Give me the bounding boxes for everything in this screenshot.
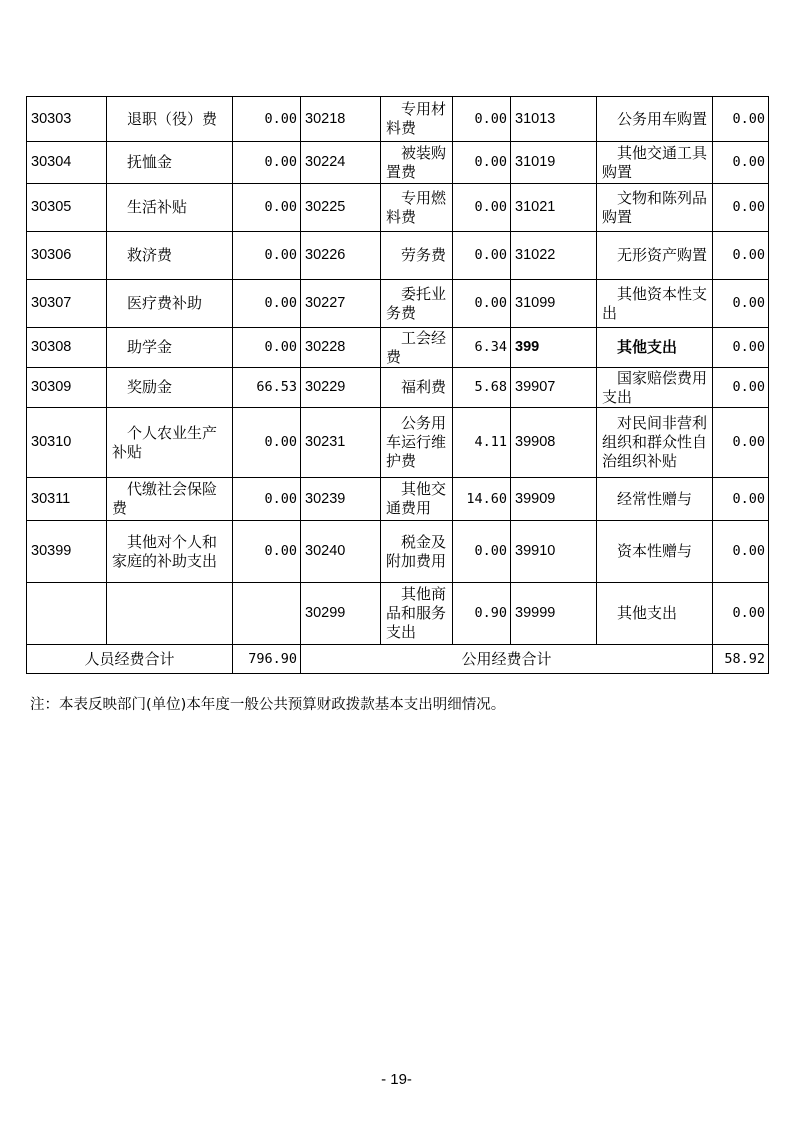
item-code-cell: 31022 [511, 232, 597, 280]
item-name: 救济费 [127, 246, 173, 264]
item-name-cell [381, 97, 453, 142]
item-name: 其他支出 [617, 338, 678, 356]
amount-cell: 0.00 [233, 232, 301, 280]
table-row [27, 583, 769, 645]
amount-cell [233, 583, 301, 645]
item-name-cell [107, 142, 233, 184]
item-name-cell [597, 232, 713, 280]
amount-cell: 5.68 [453, 368, 511, 408]
amount-cell: 0.00 [713, 328, 769, 368]
item-name: 其他商品和服务支出 [386, 585, 447, 641]
item-name-cell [597, 521, 713, 583]
item-code-cell: 30309 [27, 368, 107, 408]
item-name: 个人农业生产补贴 [112, 423, 218, 461]
personnel-total-value: 796.90 [233, 645, 301, 674]
item-name: 公务用车购置 [617, 109, 708, 128]
amount-cell: 0.00 [453, 521, 511, 583]
item-name-cell [597, 184, 713, 232]
item-name-cell [597, 142, 713, 184]
item-name-cell [597, 280, 713, 328]
personnel-total-label: 人员经费合计 [27, 645, 233, 674]
item-name-cell [107, 478, 233, 521]
item-name-cell [381, 184, 453, 232]
amount-cell: 0.00 [233, 280, 301, 328]
item-code-cell: 39999 [511, 583, 597, 645]
item-code-cell: 30218 [301, 97, 381, 142]
amount-cell: 0.00 [453, 232, 511, 280]
expenditure-detail-table [26, 96, 769, 674]
item-name: 生活补贴 [127, 198, 188, 216]
amount-cell: 0.00 [713, 408, 769, 478]
item-name: 其他交通费用 [386, 480, 447, 517]
amount-cell: 0.00 [453, 184, 511, 232]
amount-cell: 0.00 [713, 521, 769, 583]
item-code-cell: 30227 [301, 280, 381, 328]
amount-cell: 0.00 [713, 184, 769, 232]
amount-cell: 0.00 [233, 328, 301, 368]
table-row [27, 368, 769, 408]
item-name: 奖励金 [127, 378, 173, 396]
amount-cell: 0.00 [233, 408, 301, 478]
table-row [27, 408, 769, 478]
item-code-cell: 30310 [27, 408, 107, 478]
public-total-value: 58.92 [713, 645, 769, 674]
item-name: 抚恤金 [127, 153, 173, 171]
item-name: 其他支出 [617, 604, 678, 622]
item-name-cell [381, 583, 453, 645]
item-code-cell: 30311 [27, 478, 107, 521]
amount-cell: 66.53 [233, 368, 301, 408]
amount-cell: 0.00 [453, 97, 511, 142]
item-name-cell [107, 328, 233, 368]
amount-cell: 0.90 [453, 583, 511, 645]
item-code-cell: 31013 [511, 97, 597, 142]
table-row [27, 142, 769, 184]
item-code-cell: 30240 [301, 521, 381, 583]
item-name: 委托业务费 [386, 284, 447, 322]
item-code-cell: 31021 [511, 184, 597, 232]
item-name-cell [107, 232, 233, 280]
table-row [27, 328, 769, 368]
amount-cell: 0.00 [713, 142, 769, 184]
item-name-cell [381, 521, 453, 583]
item-code-cell: 30224 [301, 142, 381, 184]
amount-cell: 0.00 [233, 184, 301, 232]
amount-cell: 0.00 [453, 280, 511, 328]
item-code-cell: 30228 [301, 328, 381, 368]
item-name: 专用材料费 [386, 100, 447, 137]
item-name-cell [107, 583, 233, 645]
item-name-cell [597, 328, 713, 368]
item-code-cell: 30307 [27, 280, 107, 328]
amount-cell: 0.00 [713, 280, 769, 328]
item-name-cell [381, 142, 453, 184]
item-name-cell [107, 408, 233, 478]
public-total-label: 公用经费合计 [301, 645, 713, 674]
item-name-cell [381, 368, 453, 408]
table-row [27, 521, 769, 583]
item-code-cell: 30308 [27, 328, 107, 368]
item-name-cell [597, 478, 713, 521]
table-row [27, 478, 769, 521]
item-code-cell: 30231 [301, 408, 381, 478]
amount-cell: 0.00 [233, 478, 301, 521]
item-name: 对民间非营利组织和群众性自治组织补贴 [602, 414, 708, 470]
item-code-cell: 39907 [511, 368, 597, 408]
item-name: 退职（役）费 [127, 109, 218, 128]
item-name-cell [107, 521, 233, 583]
amount-cell: 0.00 [453, 142, 511, 184]
item-name: 工会经费 [386, 328, 447, 366]
item-code-cell: 30304 [27, 142, 107, 184]
item-name: 医疗费补助 [127, 294, 203, 312]
item-code-cell: 30306 [27, 232, 107, 280]
item-code-cell: 30305 [27, 184, 107, 232]
item-code-cell: 39908 [511, 408, 597, 478]
item-name-cell [597, 583, 713, 645]
amount-cell: 0.00 [233, 97, 301, 142]
item-code-cell [27, 583, 107, 645]
item-code-cell: 31019 [511, 142, 597, 184]
item-name-cell [107, 280, 233, 328]
item-code-cell: 30239 [301, 478, 381, 521]
table-row [27, 184, 769, 232]
amount-cell: 0.00 [713, 368, 769, 408]
amount-cell: 0.00 [713, 583, 769, 645]
item-name: 其他对个人和家庭的补助支出 [112, 532, 218, 570]
amount-cell: 4.11 [453, 408, 511, 478]
item-name-cell [597, 97, 713, 142]
item-name: 税金及附加费用 [386, 532, 447, 570]
item-name: 福利费 [401, 378, 447, 396]
item-name-cell [597, 408, 713, 478]
item-name-cell [381, 328, 453, 368]
item-code-cell: 30399 [27, 521, 107, 583]
item-name: 经常性赠与 [617, 489, 693, 508]
item-name-cell [107, 97, 233, 142]
amount-cell: 14.60 [453, 478, 511, 521]
amount-cell: 0.00 [713, 97, 769, 142]
amount-cell: 6.34 [453, 328, 511, 368]
item-name-cell [381, 408, 453, 478]
item-name-cell [381, 478, 453, 521]
item-name: 无形资产购置 [617, 246, 708, 264]
item-name: 被装购置费 [386, 143, 447, 181]
item-code-cell: 30225 [301, 184, 381, 232]
totals-row [27, 645, 769, 674]
page-number: - 19- [381, 1071, 412, 1088]
item-code-cell: 399 [511, 328, 597, 368]
item-name: 代缴社会保险费 [112, 480, 218, 517]
item-name: 助学金 [127, 338, 173, 356]
item-name: 其他资本性支出 [602, 284, 708, 322]
item-code-cell: 39910 [511, 521, 597, 583]
table-row [27, 232, 769, 280]
item-name-cell [381, 232, 453, 280]
item-name: 其他交通工具购置 [602, 143, 708, 181]
table-row [27, 97, 769, 142]
item-name: 国家赔偿费用支出 [602, 368, 708, 406]
item-code-cell: 30229 [301, 368, 381, 408]
item-name-cell [381, 280, 453, 328]
table-footnote: 注：本表反映部门(单位)本年度一般公共预算财政拨款基本支出明细情况。 [30, 697, 506, 713]
item-name-cell [107, 184, 233, 232]
item-name: 公务用车运行维护费 [386, 414, 447, 470]
item-code-cell: 30226 [301, 232, 381, 280]
item-name: 资本性赠与 [617, 542, 693, 560]
amount-cell: 0.00 [713, 478, 769, 521]
item-name: 专用燃料费 [386, 188, 447, 226]
amount-cell: 0.00 [233, 142, 301, 184]
item-name: 劳务费 [401, 246, 447, 264]
amount-cell: 0.00 [713, 232, 769, 280]
item-name-cell [597, 368, 713, 408]
amount-cell: 0.00 [233, 521, 301, 583]
item-code-cell: 39909 [511, 478, 597, 521]
item-code-cell: 30303 [27, 97, 107, 142]
item-code-cell: 30299 [301, 583, 381, 645]
item-name-cell [107, 368, 233, 408]
item-code-cell: 31099 [511, 280, 597, 328]
item-name: 文物和陈列品购置 [602, 188, 708, 226]
table-row [27, 280, 769, 328]
